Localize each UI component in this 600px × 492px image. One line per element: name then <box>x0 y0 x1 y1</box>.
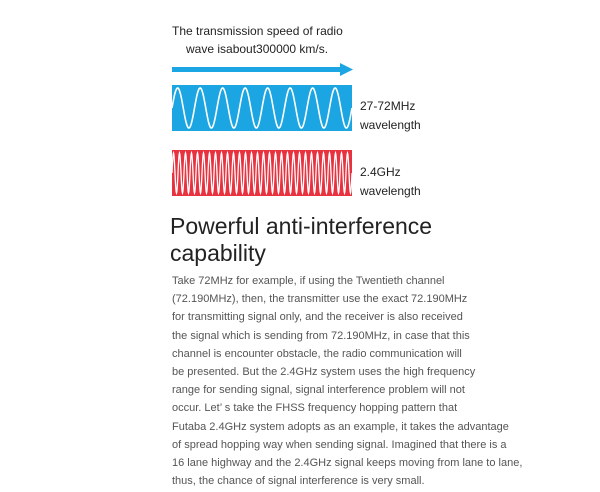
paragraph-line: occur. Let’ s take the FHSS frequency hopping pattern that <box>172 402 458 415</box>
low-frequency-caption: wavelength <box>360 118 421 132</box>
high-frequency-wave-band <box>172 150 352 196</box>
paragraph-line: of spread hopping way when sending signal. Imagined that there is a <box>172 438 507 451</box>
high-frequency-value: 2.4GHz <box>360 165 401 179</box>
low-frequency-label <box>360 97 421 135</box>
paragraph-line: channel is encounter obstacle, the radio communication will <box>172 347 462 360</box>
low-frequency-wave-icon <box>172 85 352 131</box>
headline-line-2: capability <box>170 240 266 266</box>
low-frequency-value: 27-72MHz <box>360 99 416 113</box>
paragraph-line: range for sending signal, signal interference problem will not <box>172 384 465 397</box>
intro-line-2: wave isabout300000 km/s. <box>186 42 329 56</box>
headline-line-1: Powerful anti-interference <box>170 213 433 239</box>
transmission-speed-note <box>172 22 372 58</box>
paragraph-line: thus, the chance of signal interference is very small. <box>172 475 425 488</box>
wave-line <box>172 153 352 193</box>
high-frequency-wave-icon <box>172 150 352 196</box>
paragraph-line: be presented. But the 2.4GHz system uses the high frequency <box>172 366 476 379</box>
paragraph-line: (72.190MHz), then, the transmitter use the exact 72.190MHz <box>172 293 468 306</box>
propagation-arrow-icon <box>172 63 354 77</box>
wave-line <box>172 88 352 128</box>
section-headline <box>170 213 470 267</box>
paragraph-line: 16 lane highway and the 2.4GHz signal keeps moving from lane to lane, <box>172 457 523 470</box>
low-frequency-wave-band <box>172 85 352 131</box>
intro-line-1: The transmission speed of radio <box>172 24 343 38</box>
high-frequency-caption: wavelength <box>360 184 421 198</box>
paragraph-line: the signal which is sending from 72.190MHz, in case that this <box>172 329 470 342</box>
paragraph-line: for transmitting signal only, and the receiver is also received <box>172 311 463 324</box>
paragraph-line: Futaba 2.4GHz system adopts as an example, it takes the advantage <box>172 420 509 433</box>
explanation-paragraph <box>172 272 592 490</box>
paragraph-line: Take 72MHz for example, if using the Twentieth channel <box>172 275 445 287</box>
high-frequency-label <box>360 163 421 201</box>
